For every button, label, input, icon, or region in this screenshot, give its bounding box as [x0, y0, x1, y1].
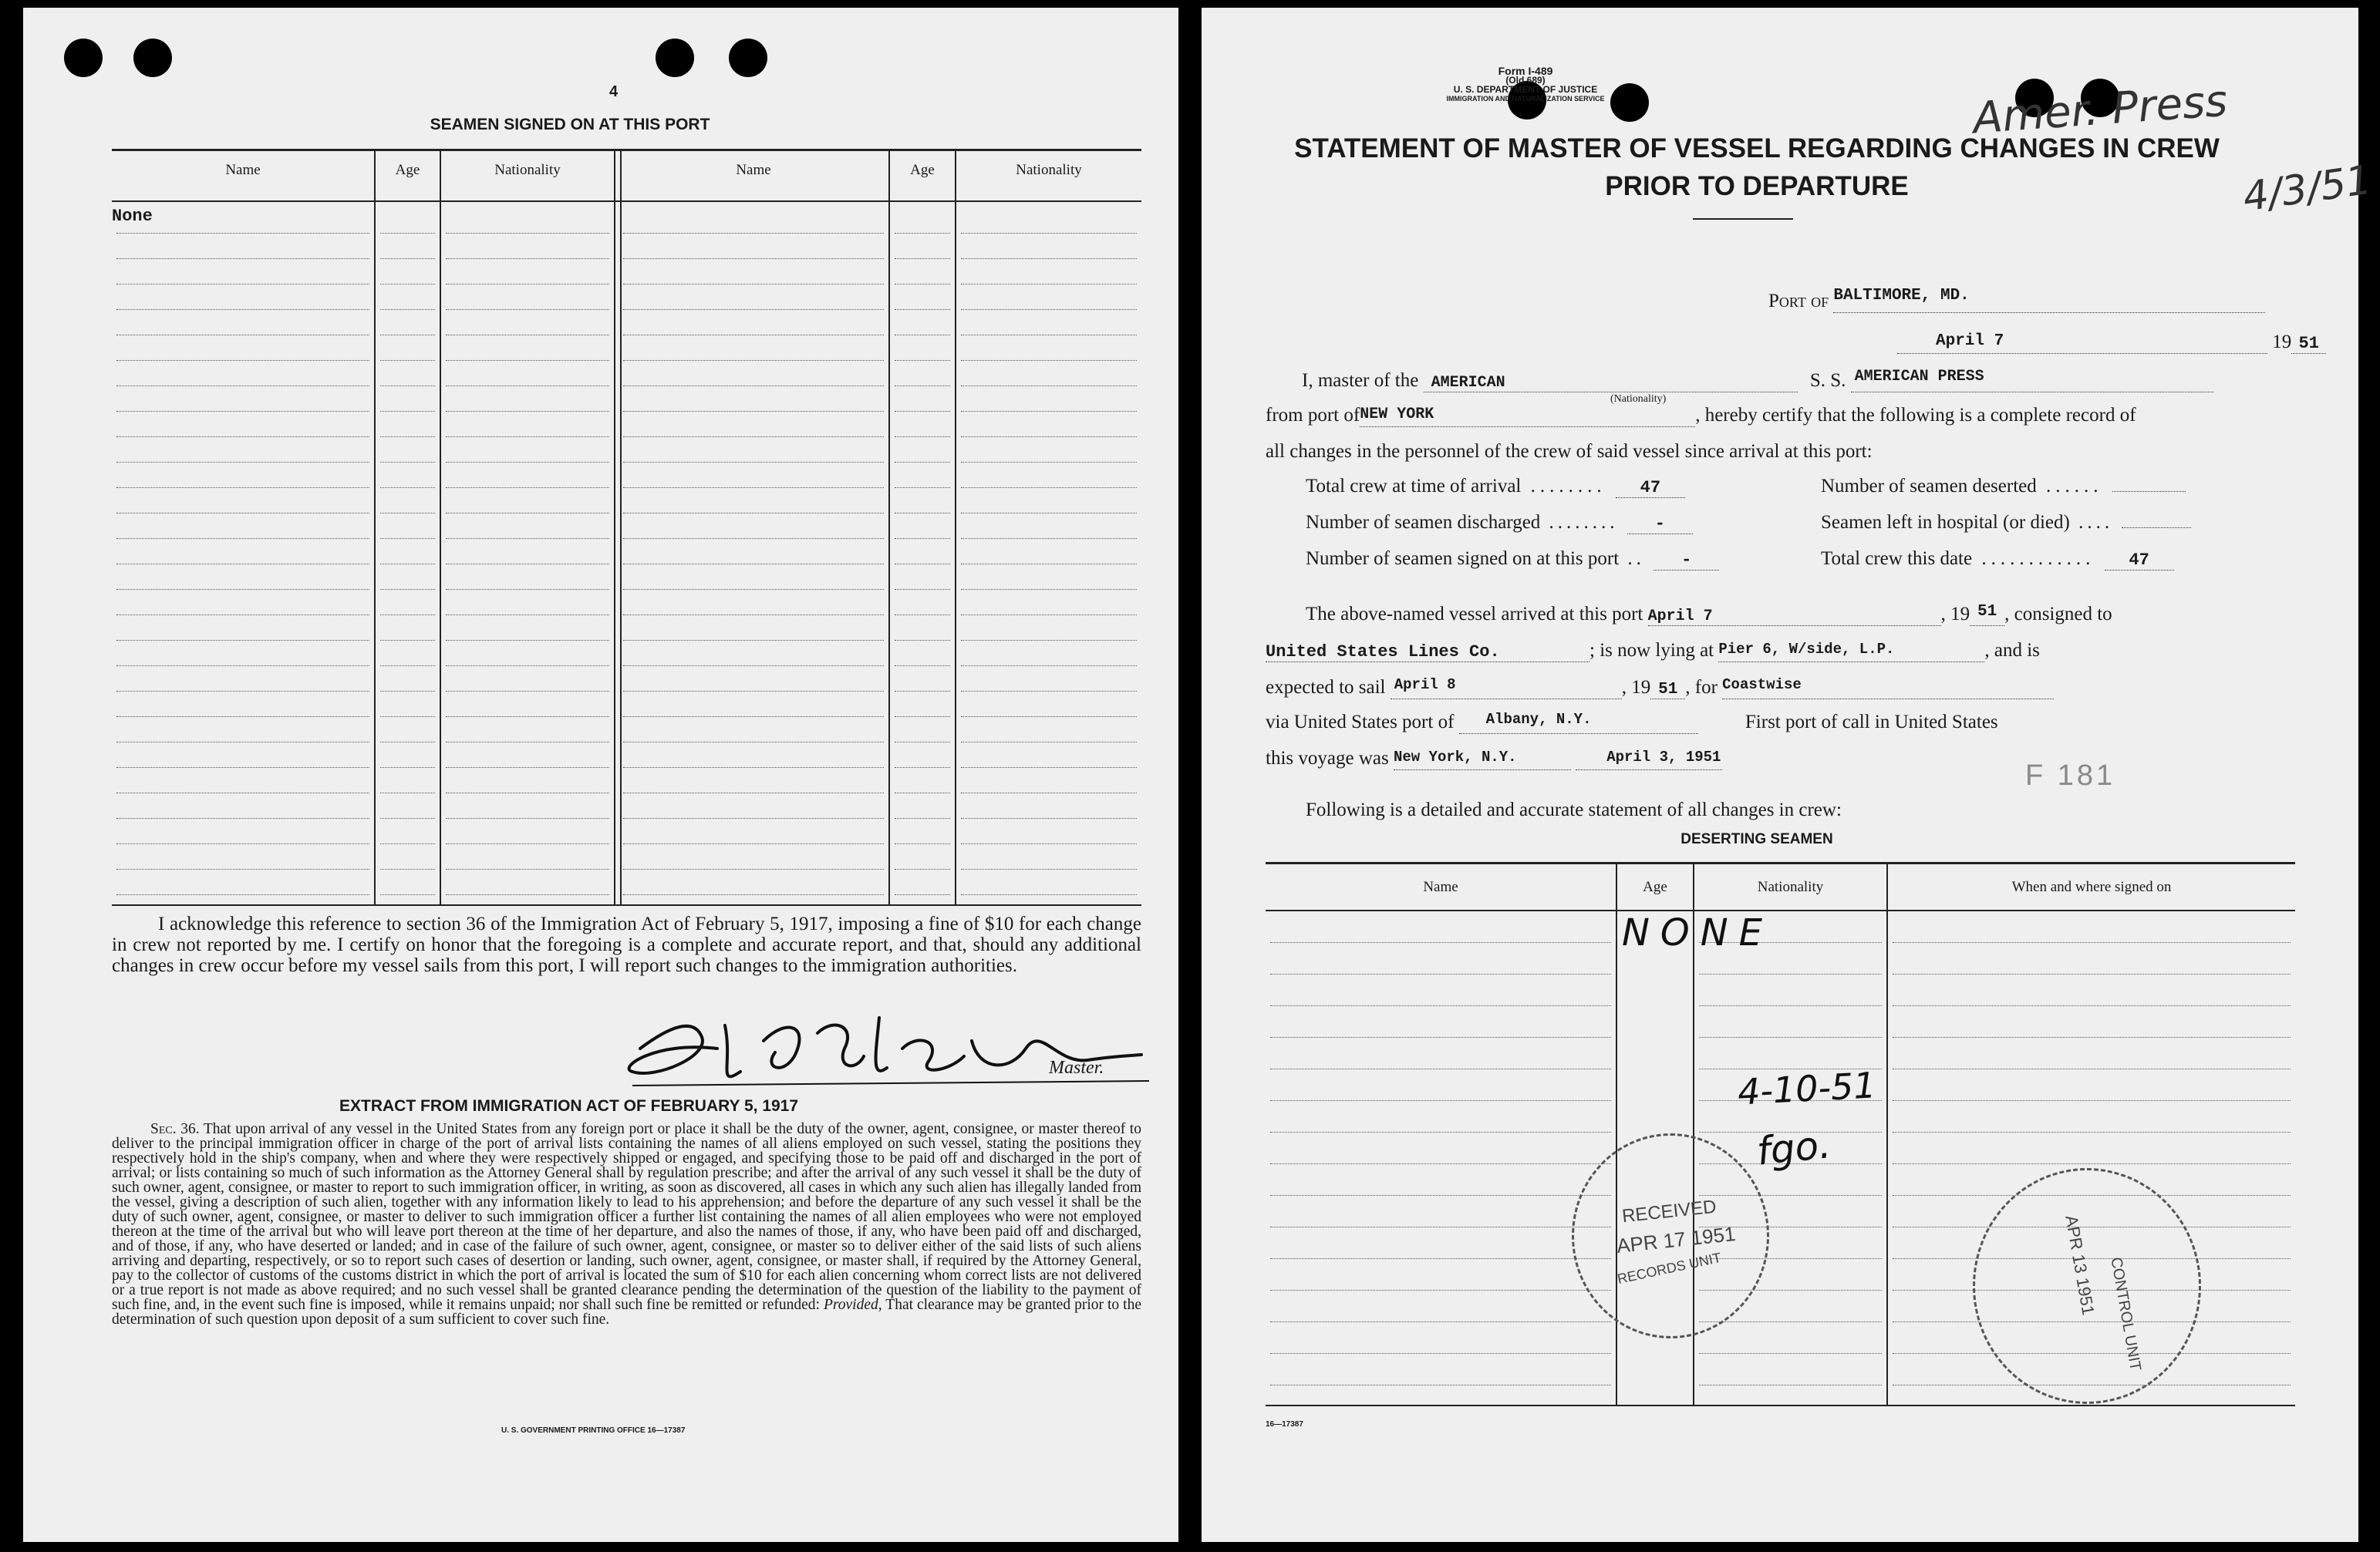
- table-row-rule: [1270, 1290, 1611, 1291]
- table-row-rule: [446, 462, 609, 463]
- table-row-rule: [895, 411, 950, 412]
- table-row-rule: [1893, 1005, 2291, 1006]
- nationality-value: AMERICAN: [1431, 374, 1505, 392]
- table-row-rule: [1270, 1037, 1611, 1038]
- stat-field: [2105, 548, 2174, 571]
- lying-label: ; is now lying at: [1589, 640, 1714, 661]
- table-row-rule: [446, 436, 609, 437]
- table-row-rule: [623, 589, 884, 590]
- table-row-rule: [623, 614, 884, 615]
- following-text: Following is a detailed and accurate statement of all changes in crew:: [1306, 800, 1842, 820]
- stat-value: -: [1681, 550, 1692, 570]
- stat-total-arrival: Total crew at time of arrival ........ 47: [1306, 476, 1685, 498]
- for-label: , for: [1685, 677, 1718, 698]
- ss-label: S. S.: [1809, 370, 1846, 391]
- table-row-rule: [623, 487, 884, 488]
- table-row-rule: [1893, 1100, 2291, 1101]
- table-row-rule: [895, 487, 950, 488]
- table-row-rule: [623, 665, 884, 666]
- table-row-rule: [446, 233, 609, 234]
- form-service: IMMIGRATION AND NATURALIZATION SERVICE: [1446, 95, 1605, 103]
- left-title: SEAMEN SIGNED ON AT THIS PORT: [430, 116, 710, 133]
- table-row-rule: [380, 462, 435, 463]
- arrived-date: April 7: [1647, 608, 1713, 625]
- arrived-year: 51: [1977, 603, 1997, 621]
- table-row-rule: [895, 233, 950, 234]
- stat-value: 47: [1640, 478, 1661, 497]
- table-row-rule: [380, 691, 435, 692]
- table-row-rule: [446, 538, 609, 539]
- table-row-rule: [116, 436, 369, 437]
- handwritten-annotation: Amer. Press: [1971, 76, 2230, 144]
- year-prefix: 19: [2272, 332, 2292, 352]
- deserting-title: DESERTING SEAMEN: [1680, 831, 1833, 847]
- stat-value: 47: [2129, 550, 2149, 570]
- desert-table-bottom: [1266, 1405, 2295, 1406]
- table-row-rule: [961, 309, 1137, 310]
- table-row-rule: [623, 640, 884, 641]
- title-underline: [1693, 218, 1793, 220]
- via-line: [1266, 712, 1998, 734]
- extract-body: [112, 1122, 1141, 1327]
- table-row-rule: [380, 843, 435, 844]
- desert-col-name: Name: [1423, 879, 1458, 895]
- table-row-rule: [961, 385, 1137, 386]
- table-row-rule: [1699, 1353, 1882, 1354]
- from-port-value: NEW YORK: [1360, 406, 1434, 423]
- col-divider: [1886, 864, 1888, 1405]
- table-row-rule: [895, 589, 950, 590]
- arrived-date-field: [1648, 604, 1941, 626]
- table-row-rule: [623, 691, 884, 692]
- left-page: [23, 8, 1178, 1542]
- col-divider: [1616, 864, 1617, 1405]
- via-field: [1459, 712, 1698, 734]
- table-row-rule: [895, 462, 950, 463]
- table-row-rule: [961, 716, 1137, 717]
- table-row-rule: [961, 869, 1137, 870]
- col-divider: [888, 150, 890, 906]
- stat-field: [1654, 548, 1719, 571]
- table-row-rule: [961, 487, 1137, 488]
- table-row-rule: [623, 233, 884, 234]
- lying-field: [1718, 640, 1984, 662]
- nationality-field: [1424, 370, 1798, 392]
- form-number-block: [1410, 66, 1641, 103]
- table-row-rule: [1699, 1037, 1882, 1038]
- table-row-rule: [623, 538, 884, 539]
- table-row-rule: [895, 767, 950, 768]
- table-row-rule: [623, 436, 884, 437]
- table-row-rule: [1699, 974, 1882, 975]
- master-text: I, master of the: [1302, 370, 1419, 391]
- stat-label: Number of seamen signed on at this port: [1306, 548, 1620, 569]
- table-row-rule: [446, 767, 609, 768]
- table-row-rule: [446, 843, 609, 844]
- table-row-rule: [623, 818, 884, 819]
- table-row-rule: [623, 258, 884, 259]
- extract-proviso-word: Provided,: [823, 1297, 882, 1313]
- table-row-rule: [1270, 1100, 1611, 1101]
- voyage-field: [1394, 748, 1571, 770]
- table-row-rule: [380, 233, 435, 234]
- expected-year: 51: [1658, 681, 1678, 699]
- table-row-rule: [623, 462, 884, 463]
- ship-value: AMERICAN PRESS: [1854, 368, 1984, 385]
- date-value: April 7: [1936, 332, 2004, 350]
- right-page: [1202, 8, 2375, 1542]
- year-value: 51: [2298, 334, 2319, 353]
- voyage-date: April 3, 1951: [1606, 749, 1721, 766]
- table-row-rule: [380, 640, 435, 641]
- voyage-date-field: [1576, 748, 1722, 770]
- table-row-rule: [116, 538, 369, 539]
- table-row-rule: [961, 843, 1137, 844]
- nationality-caption: (Nationality): [1610, 393, 1667, 405]
- from-port-field: [1360, 405, 1695, 427]
- date-line: [1897, 332, 2326, 354]
- col-divider-double: [614, 150, 622, 906]
- table-row-rule: [895, 309, 950, 310]
- table-row-rule: [895, 258, 950, 259]
- table-row-rule: [380, 665, 435, 666]
- desert-table-header-rule: [1266, 910, 2295, 911]
- table-row-rule: [116, 589, 369, 590]
- table-row-rule: [380, 894, 435, 895]
- table-row-rule: [380, 767, 435, 768]
- handwritten-date: 4-10-51: [1736, 1064, 1877, 1113]
- year-field: [2291, 332, 2326, 354]
- table-row-rule: [1270, 974, 1611, 975]
- master-signature: [609, 995, 1165, 1103]
- table-row-rule: [895, 360, 950, 361]
- extract-proviso: That clearance may be granted prior to the determination of such question upon deposit of a sum sufficient to cover such fine.: [112, 1297, 1142, 1328]
- form-number: Form I-489: [1498, 65, 1553, 77]
- port-field: [1833, 287, 2265, 313]
- table-row-rule: [446, 614, 609, 615]
- stamp-received-text: RECEIVED: [1620, 1196, 1718, 1227]
- port-value: BALTIMORE, MD.: [1833, 287, 1970, 305]
- voyage-label: this voyage was: [1266, 748, 1389, 769]
- serial-stamp: F 181: [2025, 759, 2116, 792]
- table-row-rule: [116, 360, 369, 361]
- stat-label: Seamen left in hospital (or died): [1821, 512, 2070, 533]
- extract-title: EXTRACT FROM IMMIGRATION ACT OF FEBRUARY 5, 1917: [339, 1097, 799, 1115]
- right-footer: 16—17387: [1266, 1420, 1303, 1429]
- table-row-rule: [1893, 942, 2291, 943]
- col-header-nationality: Nationality: [494, 162, 561, 178]
- arrived-year-field: [1970, 604, 2004, 626]
- table-row-rule: [446, 360, 609, 361]
- extract-sec: Sec. 36.: [150, 1121, 200, 1137]
- table-row-rule: [623, 385, 884, 386]
- table-row-rule: [1699, 1321, 1882, 1322]
- table-row-rule: [961, 360, 1137, 361]
- table-row-rule: [895, 385, 950, 386]
- via-label: via United States port of: [1266, 712, 1455, 732]
- table-row-rule: [1270, 1005, 1611, 1006]
- table-row-rule: [446, 716, 609, 717]
- voyage-line: [1266, 748, 1722, 770]
- stat-label: Total crew this date: [1821, 548, 1973, 569]
- table-row-rule: [116, 614, 369, 615]
- table-row-rule: [961, 258, 1137, 259]
- table-row-rule: [116, 258, 369, 259]
- handwritten-none: NONE: [1622, 911, 1773, 954]
- form-old-number: (Old 689): [1505, 75, 1546, 86]
- table-row-rule: [446, 309, 609, 310]
- table-row-rule: [895, 436, 950, 437]
- table-row-rule: [446, 258, 609, 259]
- arrived-line: The above-named vessel arrived at this port April 7 , 19 $^{51}$ , consigned to: [1306, 603, 2112, 625]
- right-title-2: PRIOR TO DEPARTURE: [1605, 171, 1909, 201]
- table-row-rule: [961, 462, 1137, 463]
- desert-table-top: [1266, 862, 2295, 864]
- consignee-field: [1266, 640, 1589, 662]
- stamp-control-date: APR 13 1951: [2061, 1214, 2099, 1317]
- table-row-rule: [116, 894, 369, 895]
- expected-label: expected to sail: [1266, 677, 1386, 698]
- table-row-rule: [961, 436, 1137, 437]
- table-row-rule: [380, 487, 435, 488]
- table-row-rule: [116, 767, 369, 768]
- table-row-rule: [961, 233, 1137, 234]
- table-row-rule: [895, 538, 950, 539]
- for-value: Coastwise: [1722, 676, 1802, 693]
- for-field: [1722, 677, 2054, 699]
- table-row-rule: [446, 894, 609, 895]
- table-row-rule: [895, 640, 950, 641]
- table-row-rule: [116, 487, 369, 488]
- col-header-name: Name: [225, 162, 261, 178]
- table-row-rule: [961, 767, 1137, 768]
- expected-line: expected to sail $^{April 8}$ , 19 51 , for $^{Coastwise}$: [1266, 677, 2054, 699]
- stat-label: Total crew at time of arrival: [1306, 476, 1522, 497]
- table-row-rule: [1893, 1132, 2291, 1133]
- table-row-rule: [116, 843, 369, 844]
- table-row-rule: [446, 869, 609, 870]
- table-row-rule: [380, 436, 435, 437]
- table-row-rule: [961, 894, 1137, 895]
- table-row-rule: [380, 360, 435, 361]
- table-row-rule: [446, 411, 609, 412]
- table-row-rule: [623, 360, 884, 361]
- table-row-rule: [1270, 1353, 1611, 1354]
- stat-field: [2122, 527, 2191, 528]
- left-footer: U. S. GOVERNMENT PRINTING OFFICE 16—17387: [501, 1426, 686, 1435]
- punch-hole: [729, 39, 767, 77]
- stamp-received-unit: RECORDS UNIT: [1616, 1249, 1723, 1288]
- table-row-rule: [380, 818, 435, 819]
- table-row-rule: [961, 538, 1137, 539]
- table-row-rule: [446, 487, 609, 488]
- master-label: Master.: [1049, 1058, 1104, 1078]
- table-row-rule: [1270, 1132, 1611, 1133]
- table-row-rule: [1699, 1005, 1882, 1006]
- table-row-rule: [116, 233, 369, 234]
- table-row-rule: [895, 716, 950, 717]
- table-row-rule: [116, 818, 369, 819]
- col-header-nationality: Nationality: [1016, 162, 1082, 178]
- page-number: 4: [609, 83, 619, 100]
- table-row-rule: [380, 538, 435, 539]
- table-row-rule: [446, 818, 609, 819]
- desert-col-signed-on: When and where signed on: [2011, 879, 2172, 895]
- table-header-rule: [112, 200, 1141, 202]
- stamp-control-unit: CONTROL UNIT: [2107, 1256, 2144, 1372]
- table-row-rule: [623, 894, 884, 895]
- table-row-rule: [895, 869, 950, 870]
- table-row-rule: [380, 589, 435, 590]
- from-port-label: from port of: [1266, 405, 1360, 426]
- col-divider: [955, 150, 956, 906]
- punch-hole: [133, 39, 172, 77]
- and-is: , and is: [1984, 640, 2040, 661]
- table-row-rule: [895, 843, 950, 844]
- table-row-rule: [961, 614, 1137, 615]
- lying-value: Pier 6, W/side, L.P.: [1718, 641, 1895, 658]
- table-row-rule: [623, 309, 884, 310]
- col-divider: [374, 150, 376, 906]
- table-row-rule: [116, 869, 369, 870]
- acknowledgement-text: I acknowledge this reference to section 36 of the Immigration Act of February 5, 1917, imposing a fine of $10 for each change in crew not reported by me. I certify on honor that the foregoing is a complete and accurate report, and that, should any additional changes in crew occur before my vessel sails from this port, I will report such changes to the immigration authorities.: [112, 914, 1141, 976]
- table-row-rule: [1893, 1163, 2291, 1164]
- table-row-rule: [446, 665, 609, 666]
- received-stamp: [1572, 1133, 1769, 1338]
- stat-discharged: Number of seamen discharged ........ -: [1306, 512, 1693, 534]
- control-stamp: [1973, 1168, 2201, 1404]
- stat-field: [1616, 476, 1685, 498]
- expected-date-field: [1391, 677, 1622, 699]
- table-row-rule: [116, 716, 369, 717]
- stamp-received-date: APR 17 1951: [1615, 1222, 1737, 1258]
- col-header-name: Name: [736, 162, 771, 178]
- voyage-value: New York, N.Y.: [1393, 749, 1517, 766]
- via-value: Albany, N.Y.: [1485, 711, 1592, 728]
- from-port-line: [1266, 405, 2136, 427]
- stat-field: [2112, 491, 2186, 492]
- table-row-rule: [623, 869, 884, 870]
- handwritten-initials: fgo.: [1755, 1122, 1833, 1174]
- table-row-rule: [116, 691, 369, 692]
- table-row-rule: [895, 614, 950, 615]
- table-row-rule: [895, 691, 950, 692]
- consignee-line: [1266, 640, 2040, 662]
- table-top-rule: [112, 149, 1141, 151]
- handwritten-annotation-date: 4/3/51: [2240, 157, 2375, 221]
- table-row-rule: [380, 385, 435, 386]
- col-divider: [440, 150, 441, 906]
- form-department: U. S. DEPARTMENT OF JUSTICE: [1453, 84, 1598, 95]
- table-row-rule: [116, 462, 369, 463]
- table-row-rule: [116, 309, 369, 310]
- expected-date: April 8: [1394, 676, 1456, 693]
- certify-line-2: all changes in the personnel of the crew of said vessel since arrival at this port:: [1266, 441, 1873, 462]
- table-row-rule: [446, 691, 609, 692]
- table-row-rule: [1893, 1037, 2291, 1038]
- table-row-rule: [1270, 1195, 1611, 1196]
- col-header-age: Age: [395, 162, 420, 178]
- table-row-rule: [1270, 1258, 1611, 1259]
- table-row-rule: [1270, 1163, 1611, 1164]
- consigned-label: , consigned to: [2004, 604, 2112, 625]
- stat-hospital: Seamen left in hospital (or died) ....: [1821, 512, 2191, 534]
- table-row-rule: [1270, 942, 1611, 943]
- table-row-rule: [961, 411, 1137, 412]
- table-row-rule: [446, 589, 609, 590]
- table-row-rule: [116, 640, 369, 641]
- table-row-rule: [623, 411, 884, 412]
- table-row-rule: [446, 385, 609, 386]
- consignee-value: United States Lines Co.: [1266, 642, 1500, 662]
- ship-field: [1851, 370, 2213, 392]
- master-line: [1302, 368, 2213, 392]
- table-row-rule: [116, 385, 369, 386]
- table-row-rule: [1893, 974, 2291, 975]
- table-bottom-rule: [112, 904, 1141, 906]
- table-row-rule: [895, 894, 950, 895]
- extract-text: That upon arrival of any vessel in the United States from any foreign port or place it shall be the duty of the owner, agent, consignee, or master thereof to deliver to the principal immigration officer in charge of the port of arrival lists containing the names of all aliens employed on such vessel, stating the positions they respectively hold in the ship's company, when and where they were respectively shipped or engaged, and specifying those to be paid off and discharged in the port of arrival; or lists containing so much of such information as the Attorney General shall by regulation prescribe; and after the arrival of any such vessel it shall be the duty of such owner, agent, consignee, or master to report to such immigration officer, in writing, as soon as discovered, all cases in which any such alien has illegally landed from the vessel, giving a description of such alien, together with any information likely to lead to his apprehension; and before the departure of any such vessel it shall be the duty of such owner, agent, consignee, or master to deliver to such immigration officer a further list containing the names of all alien employees who were not employed thereon at the time of the arrival but who will leave port thereon at the time of her departure, and also the names of those, if any, who have been paid off and discharged, and of those, if any, who have deserted or landed; and in case of the failure of such owner, agent, consignee, or master so to deliver either of the said lists of such aliens arriving and departing, respectively, or so to report such cases of desertion or landing, such owner, agent, consignee, or master shall, if required by the Attorney General, pay to the collector of customs of the customs district in which the port of arrival is located the sum of $10 for each alien concerning whom correct lists are not delivered or a true report is not made as above required; and no such vessel shall be granted clearance pending the determination of the question of the liability to the payment of such fine, and, in the event such fine is imposed, while it remains unpaid; nor shall such fine be remitted or refunded:: [112, 1121, 1141, 1313]
- date-field: [1897, 332, 2267, 354]
- stat-label: Number of seamen discharged: [1306, 512, 1541, 533]
- table-row-rule: [895, 818, 950, 819]
- first-port-label: First port of call in United States: [1745, 712, 1998, 732]
- table-row-rule: [623, 767, 884, 768]
- table-row-rule: [380, 258, 435, 259]
- stat-deserted: Number of seamen deserted ......: [1821, 476, 2186, 497]
- desert-col-age: Age: [1643, 879, 1667, 895]
- none-entry: None: [112, 207, 153, 226]
- table-row-rule: [961, 691, 1137, 692]
- table-row-rule: [380, 716, 435, 717]
- punch-hole: [656, 39, 694, 77]
- col-header-age: Age: [910, 162, 935, 178]
- arrived-label: The above-named vessel arrived at this port: [1306, 604, 1643, 625]
- table-row-rule: [623, 843, 884, 844]
- stat-signed-on: Number of seamen signed on at this port .. -: [1306, 548, 1719, 571]
- table-row-rule: [116, 665, 369, 666]
- stat-value: -: [1654, 514, 1665, 534]
- table-row-rule: [961, 665, 1137, 666]
- table-row-rule: [380, 614, 435, 615]
- port-line: [1768, 287, 2265, 313]
- table-row-rule: [380, 411, 435, 412]
- table-row-rule: [895, 665, 950, 666]
- right-title-1: STATEMENT OF MASTER OF VESSEL REGARDING CHANGES IN CREW: [1294, 133, 2220, 163]
- table-row-rule: [446, 640, 609, 641]
- table-row-rule: [961, 818, 1137, 819]
- table-row-rule: [380, 309, 435, 310]
- certify-text: , hereby certify that the following is a complete record of: [1695, 405, 2136, 426]
- stat-field: [1627, 512, 1693, 534]
- table-row-rule: [961, 640, 1137, 641]
- port-label: Port of: [1768, 291, 1829, 311]
- stat-label: Number of seamen deserted: [1821, 476, 2037, 497]
- table-row-rule: [1270, 1321, 1611, 1322]
- table-row-rule: [116, 411, 369, 412]
- stat-total-date: Total crew this date ............ 47: [1821, 548, 2174, 571]
- table-row-rule: [623, 716, 884, 717]
- punch-hole: [64, 39, 103, 77]
- table-row-rule: [961, 589, 1137, 590]
- desert-col-nationality: Nationality: [1757, 879, 1824, 895]
- table-row-rule: [380, 869, 435, 870]
- expected-year-field: [1650, 677, 1685, 699]
